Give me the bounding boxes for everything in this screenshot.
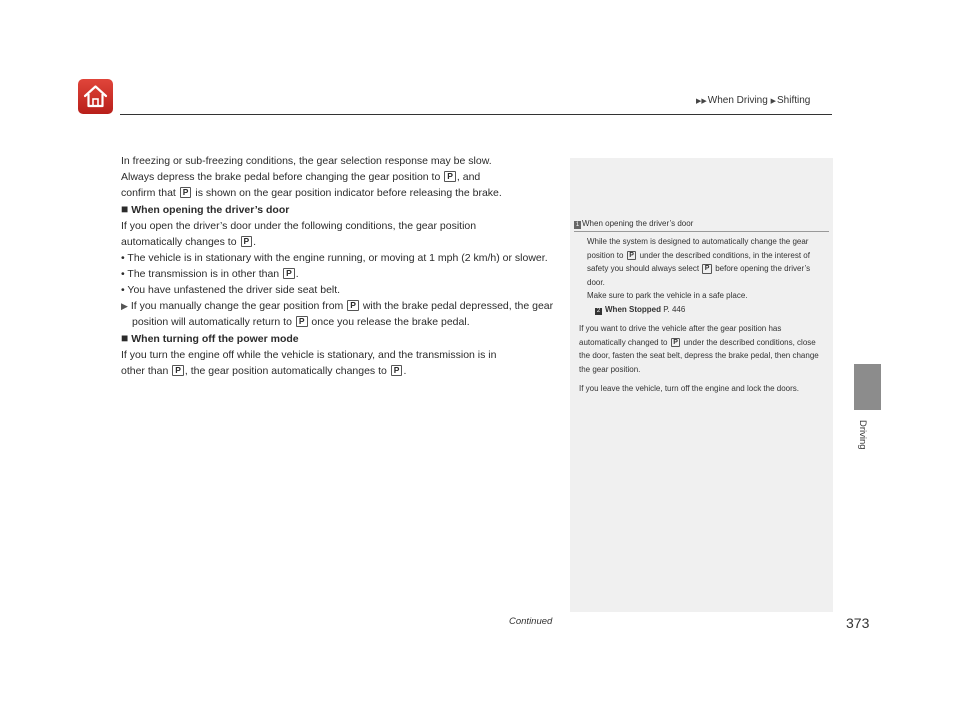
sidebar-paragraph: If you leave the vehicle, turn off the engine and lock the doors. bbox=[579, 384, 799, 393]
p-key-icon: P bbox=[180, 187, 192, 198]
chapter-tab-label: Driving bbox=[857, 420, 868, 450]
note-paragraph: ▶ If you manually change the gear position from P with the brake pedal depressed, the gear position will automatically return to P once you release the brake pedal. bbox=[121, 300, 554, 328]
list-item: • You have unfastened the driver side seat belt. bbox=[121, 284, 341, 296]
p-key-icon: P bbox=[627, 251, 637, 261]
sidebar-body bbox=[579, 235, 825, 396]
page-number: 373 bbox=[846, 615, 870, 631]
page-reference-icon: 2 bbox=[596, 307, 601, 314]
sidebar-paragraph: If you want to drive the vehicle after the gear position has automatically changed to P under the described conditions, close the door, fasten the seat belt, depress the brake pedal, then change the gear position. bbox=[579, 324, 819, 374]
intro-paragraph: In freezing or sub-freezing conditions, the gear selection response may be slow. Always depress the brake pedal before changing the gear position to P , and confirm that P is shown on the gear position indicator before releasing the brake. bbox=[121, 155, 502, 199]
p-key-icon: P bbox=[671, 338, 681, 348]
header-divider bbox=[120, 114, 832, 115]
house-glyph bbox=[82, 83, 109, 110]
list-item: • The vehicle is in stationary with the engine running, or moving at 1 mph (2 km/h) or slower. bbox=[121, 252, 548, 264]
p-key-icon: P bbox=[283, 268, 295, 279]
list-item: • The transmission is in other than P . bbox=[121, 268, 299, 280]
p-key-icon: P bbox=[241, 236, 253, 247]
p-key-icon: P bbox=[391, 365, 403, 376]
section-heading-power-mode: ■ When turning off the power mode bbox=[121, 331, 299, 345]
breadcrumb-item-when-driving[interactable]: When Driving bbox=[707, 95, 768, 106]
continued-label: Continued bbox=[509, 616, 553, 627]
reference-number-icon: 1 bbox=[575, 222, 580, 228]
main-content bbox=[121, 153, 561, 379]
cross-reference-link[interactable]: 2 When Stopped P. 446 bbox=[596, 304, 686, 314]
p-key-icon: P bbox=[296, 316, 308, 327]
note-arrow-icon: ▶ bbox=[121, 301, 128, 311]
section-lead: If you open the driver’s door under the following conditions, the gear position automatically changes to P . bbox=[121, 220, 477, 248]
p-key-icon: P bbox=[172, 365, 184, 376]
breadcrumb-arrow-icon: ▶▶ bbox=[696, 98, 707, 105]
chapter-tab[interactable] bbox=[854, 364, 881, 410]
section-heading-drivers-door: ■ When opening the driver’s door bbox=[121, 202, 290, 216]
breadcrumb-arrow-icon: ▶ bbox=[770, 98, 776, 105]
p-key-icon: P bbox=[702, 264, 712, 274]
p-key-icon: P bbox=[444, 171, 456, 182]
sidebar-title: 1 When opening the driver’s door bbox=[574, 219, 829, 232]
home-icon[interactable] bbox=[78, 79, 113, 114]
square-bullet-icon: ■ bbox=[121, 331, 129, 345]
breadcrumb-item-shifting[interactable]: Shifting bbox=[776, 95, 811, 106]
breadcrumb bbox=[696, 95, 810, 106]
section-body: If you turn the engine off while the vehicle is stationary, and the transmission is in other than P , the gear position automatically changes to P . bbox=[121, 349, 497, 377]
p-key-icon: P bbox=[347, 300, 359, 311]
sidebar-paragraph: While the system is designed to automatically change the gear position to P under the described conditions, in the interest of safety you should always select P before opening the driver’s door. Make sure to park the vehicle in a safe place. bbox=[587, 237, 811, 300]
square-bullet-icon: ■ bbox=[121, 202, 129, 216]
